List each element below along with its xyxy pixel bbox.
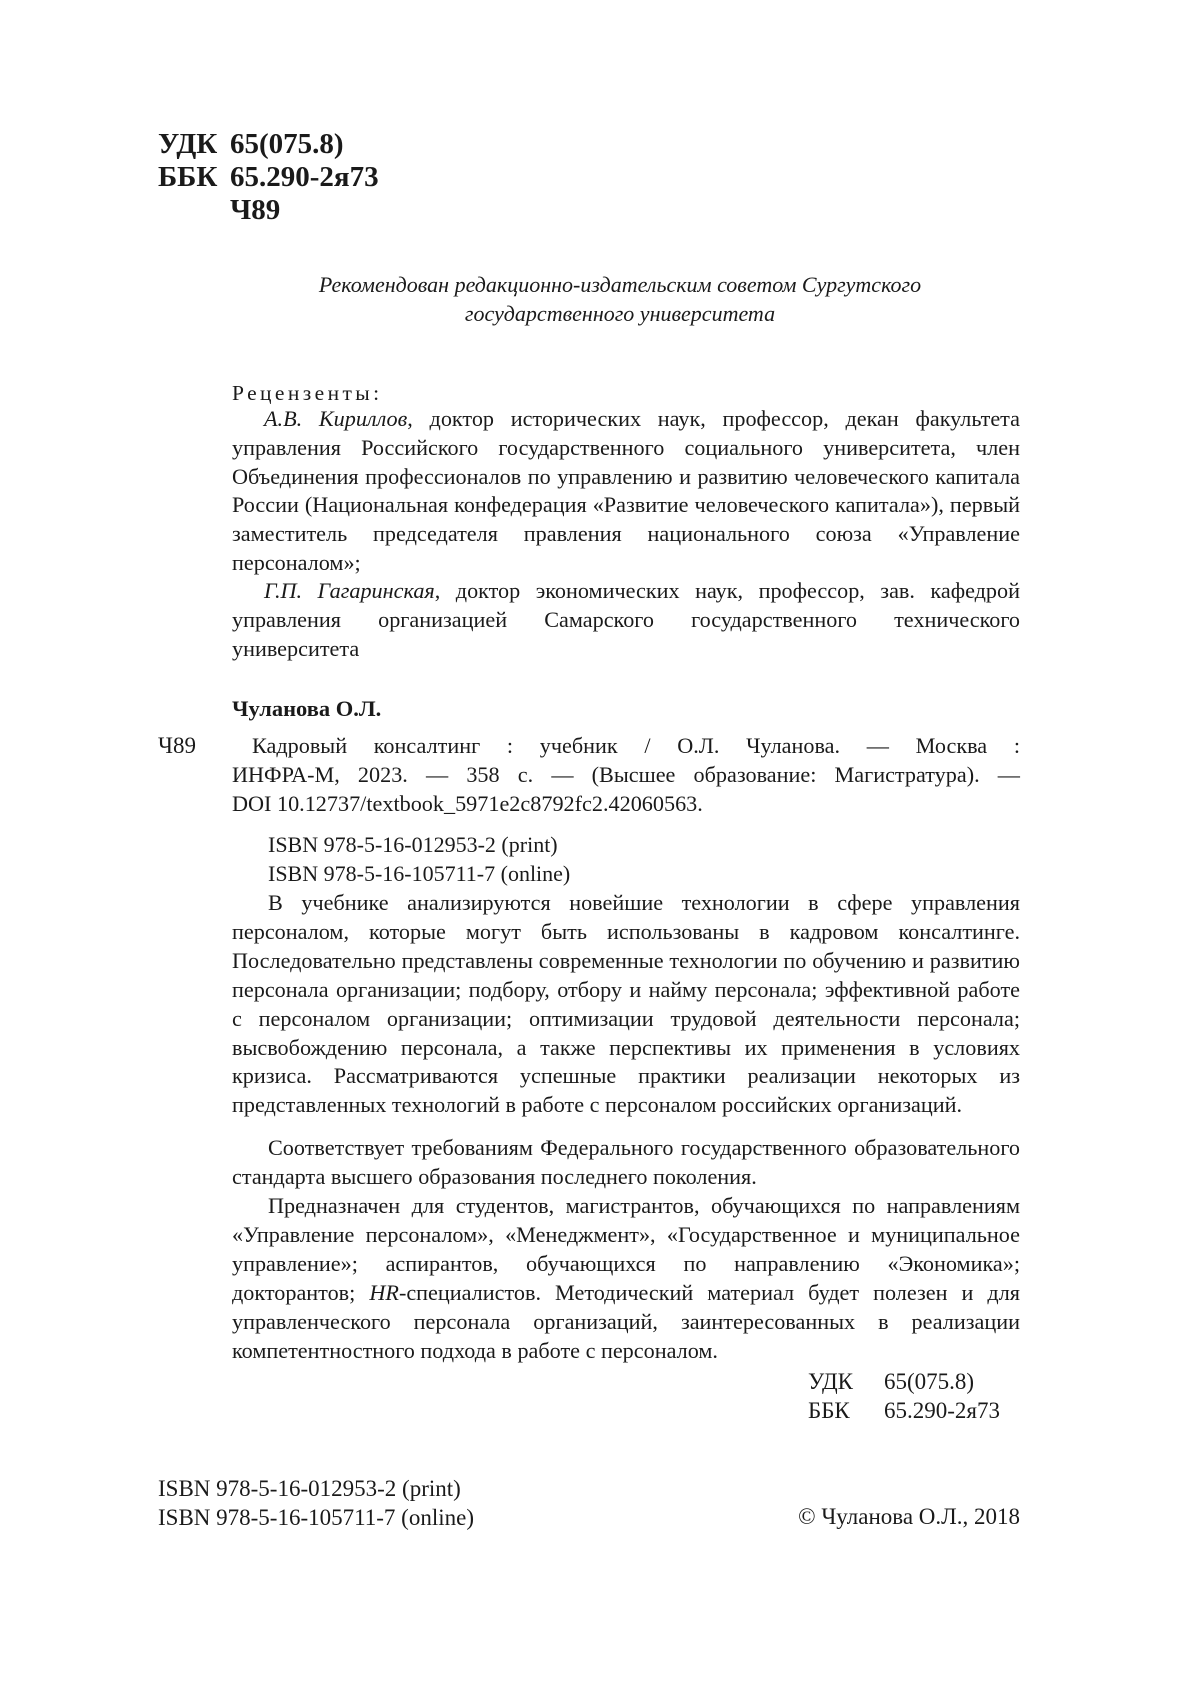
footer-udk-label: УДК [808, 1369, 853, 1394]
bbk-value: 65.290-2я73 [230, 161, 379, 193]
p3-hr: HR [369, 1279, 399, 1305]
biblio-line-2: ИНФРА-М, 2023. — 358 с. — (Высшее образование: Магистратура). — [232, 762, 1020, 787]
reviewer-1-text: , доктор исторических наук, профессор, декан факультета управления Российского государственного социального университета, член Объединения профессионалов по управлению и развитию человеческого капитала России (Национальная конфедерация «Развитие человеческого капитала»), первый заместитель председателя правления национального союза «Управление персоналом»; [232, 406, 1020, 575]
footer-isbn-online: ISBN 978-5-16-105711-7 (online) [158, 1505, 474, 1530]
classification-codes [158, 128, 379, 227]
author-heading: Чуланова О.Л. [232, 696, 382, 721]
recommendation-line-2: государственного университета [464, 301, 776, 326]
udk-value: 65(075.8) [230, 128, 344, 160]
footer-udk-value: 65(075.8) [884, 1369, 975, 1394]
reviewer-2 [232, 577, 1020, 663]
p3-end: -специалистов. Методический материал будет полезен и для управленческого персонала организаций, заинтересованных в реализации компетентностного подхода в работе с персоналом. [232, 1279, 1020, 1363]
isbn-online: ISBN 978-5-16-105711-7 (online) [268, 861, 571, 886]
footer-bbk-value: 65.290-2я73 [884, 1398, 1000, 1423]
footer-classification-codes [808, 1367, 1020, 1425]
isbn-list [268, 830, 570, 888]
author-mark: Ч89 [230, 194, 281, 226]
p3-start: Предназначен для студентов, магистрантов, обучающихся по направлениям «Управление персоналом», «Менеджмент», «Государственное и муниципальное управление»; аспирантов, обучающихся по направлению «Экономика»; докторантов; [232, 1193, 1020, 1305]
footer-isbn-print: ISBN 978-5-16-012953-2 (print) [158, 1476, 461, 1501]
reviewer-2-text: , доктор экономических наук, профессор, зав. кафедрой управления организацией Самарского государственного технического университета [232, 578, 1020, 661]
bbk-label: ББК [158, 161, 218, 193]
reviewer-1 [232, 405, 1020, 578]
footer-bbk-label: ББК [808, 1398, 850, 1423]
recommendation-line-1: Рекомендован редакционно-издательским советом Сургутского [318, 272, 922, 297]
biblio-line-3: DOI 10.12737/textbook_5971e2c8792fc2.42060563. [232, 791, 703, 816]
udk-label: УДК [158, 128, 218, 160]
bibliographic-record [232, 731, 1020, 818]
footer-isbn-list [158, 1474, 474, 1532]
recommendation-note [230, 270, 1010, 328]
copyright-notice: © Чуланова О.Л., 2018 [798, 1504, 1020, 1529]
reviewer-1-name: А.В. Кириллов [264, 406, 408, 431]
reviewers-heading: Рецензенты: [232, 381, 383, 405]
biblio-line-1: Кадровый консалтинг : учебник / О.Л. Чуланова. — Москва : [252, 733, 1020, 758]
reviewer-2-name: Г.П. Гагаринская [264, 578, 435, 603]
annotation-paragraph-1: В учебнике анализируются новейшие технологии в сфере управления персоналом, которые могут быть использованы в кадровом консалтинге. Последовательно представлены современные технологии по обучению и развитию персонала организации; подбору, отбору и найму персонала; эффективной работе с персоналом организации; оптимизации трудовой деятельности персонала; высвобождению персонала, а также перспективы их применения в условиях кризиса. Рассматриваются успешные практики реализации некоторых из представленных технологий в работе с персоналом российских организаций. [232, 890, 1020, 1118]
annotation-paragraph-3 [232, 1192, 1020, 1365]
isbn-print: ISBN 978-5-16-012953-2 (print) [268, 832, 558, 857]
author-index: Ч89 [158, 733, 196, 758]
annotation-paragraph-2: Соответствует требованиям Федерального государственного образовательного стандарта высшего образования последнего поколения. [232, 1135, 1020, 1189]
